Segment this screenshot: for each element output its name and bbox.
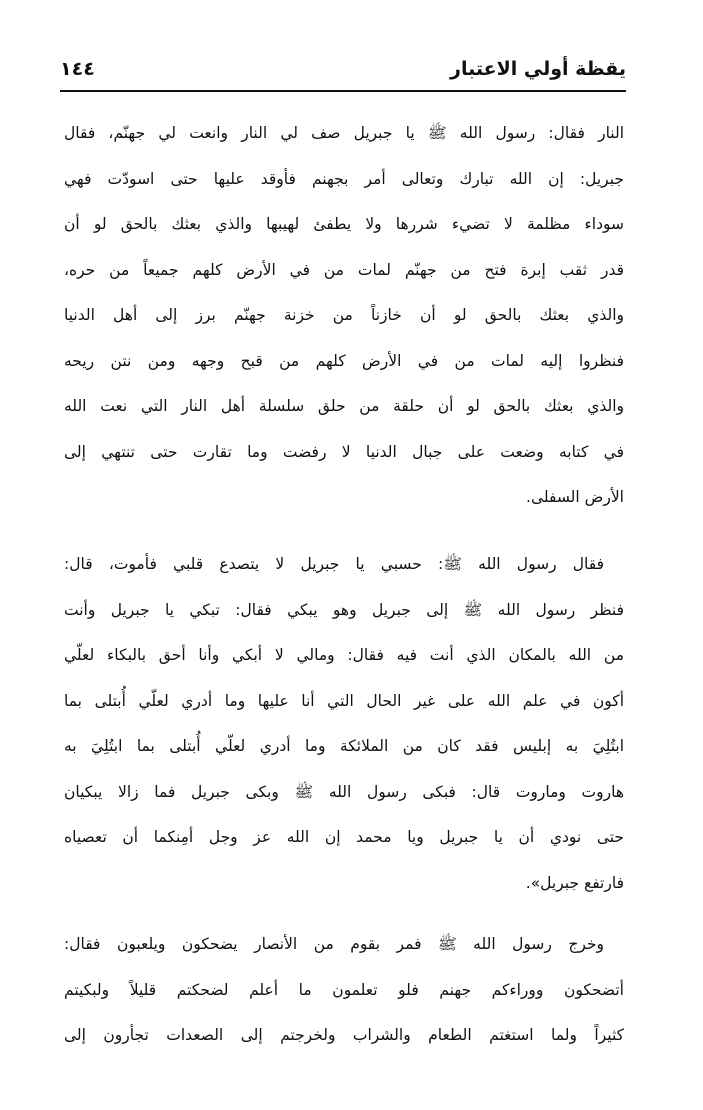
text-line: النار فقال: رسول الله ﷺ يا جبريل صف لي النار وانعت لي جهنّم، فقال <box>64 124 624 142</box>
paragraph-3 <box>64 922 624 1059</box>
text-line: والذي بعثك بالحق لو أن خازناً من خزنة جهنّم برز إلى أهل الدنيا <box>64 306 624 324</box>
text-line: وخرج رسول الله ﷺ فمر بقوم من الأنصار يضحكون ويلعبون فقال: <box>64 935 604 953</box>
header-rule <box>60 90 626 92</box>
page-header <box>60 58 626 90</box>
paragraph-2 <box>64 542 624 906</box>
text-line: كثيراً ولما استغتم الطعام والشراب ولخرجتم إلى الصعدات تجأرون إلى <box>64 1026 624 1044</box>
text-line: سوداء مظلمة لا تضيء شررها ولا يطفئ لهيبها والذي بعثك بالحق لو أن <box>64 215 624 233</box>
text-line: الأرض السفلى. <box>526 488 624 506</box>
text-line: قدر ثقب إبرة فتح من جهنّم لمات من في الأرض كلهم جميعاً من حره، <box>64 260 624 279</box>
text-line: أتضحكون ووراءكم جهنم فلو تعلمون ما أعلم لضحكتم قليلاً ولبكيتم <box>64 980 624 999</box>
text-line: والذي بعثك بالحق لو أن حلقة من حلق سلسلة أهل النار التي نعت الله <box>64 397 624 415</box>
text-line: من الله بالمكان الذي أنت فيه فقال: ومالي لا أبكي وأنا أحق بالبكاء لعلّي <box>64 646 624 664</box>
text-line: حتى نودي أن يا جبريل ويا محمد إن الله عز وجل أمِنكما أن تعصياه <box>64 828 624 846</box>
text-line: فارتفع جبريل». <box>525 873 624 892</box>
text-line: فنظروا إليه لمات من في الأرض كلهم من قبح وجهه ومن نتن ريحه <box>64 351 624 370</box>
text-line: فقال رسول الله ﷺ: حسبي يا جبريل لا يتصدع قلبي فأموت، قال: <box>64 555 604 573</box>
text-line: ابتُلِيَ به إبليس فقد كان من الملائكة وما أدري لعلّي أُبتلى بما ابتُلِيَ به <box>64 737 624 755</box>
text-line: فنظر رسول الله ﷺ إلى جبريل وهو يبكي فقال: تبكي يا جبريل وأنت <box>64 600 624 619</box>
text-line: جبريل: إن الله تبارك وتعالى أمر بجهنم فأوقد عليها حتى اسودّت فهي <box>64 169 624 188</box>
running-title: يقظة أولي الاعتبار <box>450 58 626 80</box>
text-line: هاروت وماروت قال: فبكى رسول الله ﷺ وبكى جبريل فما زالا يبكيان <box>64 782 624 801</box>
page-number: ١٤٤ <box>60 58 95 80</box>
text-line: أكون في علم الله على غير الحال التي أنا عليها وما أدري لعلّي أُبتلى بما <box>64 691 624 710</box>
text-line: في كتابه وضعت على جبال الدنيا لا رفضت وما تقارت حتى تنتهي إلى <box>64 442 624 461</box>
paragraph-1 <box>64 111 624 521</box>
